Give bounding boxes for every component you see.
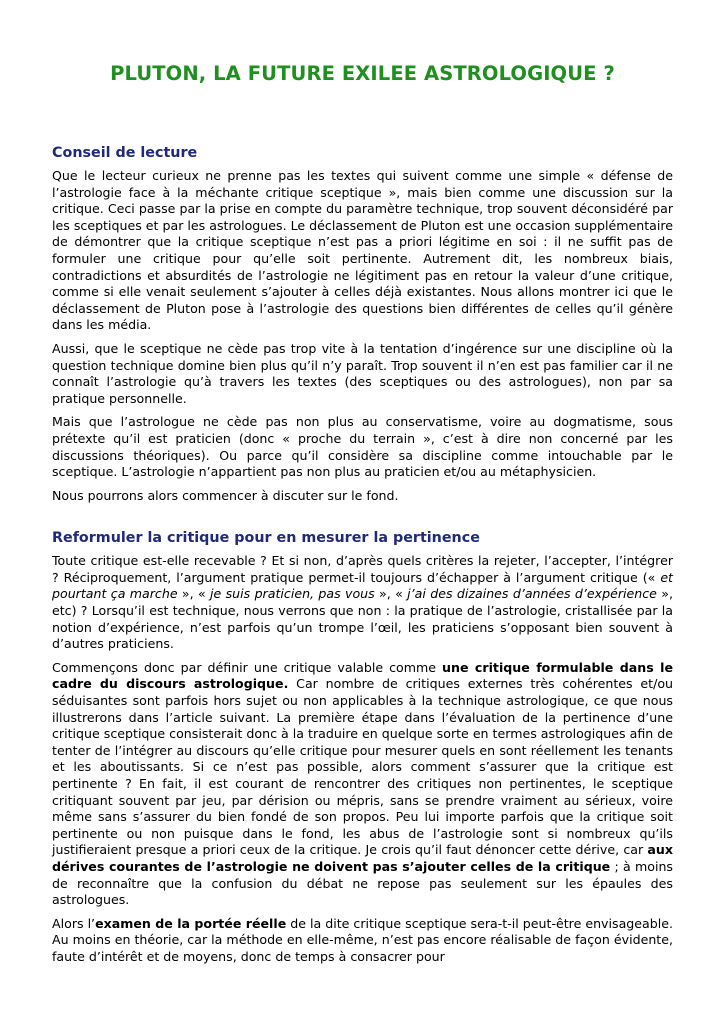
text-run: de la dite critique sceptique sera-t-il peut-être envisageable. Au moins en théorie, car la méthode en elle-même, n’est pas encore réalisable de façon évidente, faute d’intérêt et de moyens, donc de temps à consacrer pour xyxy=(52,915,673,964)
paragraph: Mais que l’astrologue ne cède pas non plus au conservatisme, voire au dogmatisme, sous prétexte qu’il est praticien (donc « proche du terrain », c’est à dire non concerné par les discussions théoriques). Ou parce qu’il considère sa discipline comme intouchable par le sceptique. L’astrologie n’appartient pas non plus au praticien et/ou au métaphysicien. xyxy=(52,414,673,480)
paragraph xyxy=(52,660,673,909)
italic-quote: et pourtant ça marche xyxy=(52,569,673,602)
section-heading-conseil: Conseil de lecture xyxy=(52,145,198,161)
document-title: PLUTON, LA FUTURE EXILEE ASTROLOGIQUE ? xyxy=(110,62,615,85)
text-run: Toute critique est-elle recevable ? Et si non, d’après quels critères la rejeter, l’accepter, l’intégrer ? Réciproquement, l’argument pratique permet-il toujours d’échapper à l’argument critique (« xyxy=(52,553,673,585)
bold-emphasis: une critique formulable dans le cadre du discours astrologique. xyxy=(52,659,673,692)
paragraph: Que le lecteur curieux ne prenne pas les textes qui suivent comme une simple « défense de l’astrologie face à la méchante critique sceptique », mais bien comme une discussion sur la critique. Ceci passe par la prise en compte du paramètre technique, trop souvent déconsidéré par les sceptiques et par les astrologues. Le déclassement de Pluton est une occasion supplémentaire de démontrer que la critique sceptique n’est pas a priori légitime en soi : il ne suffit pas de formuler une critique pour qu’elle soit pertinente. Autrement dit, les nombreux biais, contradictions et absurdités de l’astrologie ne légitiment pas en retour la valeur d’une critique, comme si elle venait seulement s’ajouter à celles déjà existantes. Nous allons montrer ici que le déclassement de Pluton pose à l’astrologie des questions bien différentes de celles qu’il génère dans les média. xyxy=(52,168,673,333)
paragraph xyxy=(52,916,673,966)
text-run: ; à moins de reconnaître que la confusion du débat ne repose pas seulement sur les épaules des astrologues. xyxy=(52,858,673,908)
text-run: », « xyxy=(374,586,408,602)
italic-quote: j’ai des dizaines d’années d’expérience xyxy=(407,586,657,602)
bold-emphasis: aux dérives courantes de l’astrologie ne doivent pas s’ajouter celles de la critique xyxy=(52,842,673,874)
text-run: Alors l’ xyxy=(52,915,96,931)
text-run: Commençons donc par définir une critique valable comme xyxy=(52,659,443,675)
paragraph: Nous pourrons alors commencer à discuter sur le fond. xyxy=(52,487,399,503)
text-run: », « xyxy=(177,586,211,602)
bold-emphasis: examen de la portée réelle xyxy=(95,915,287,931)
section-heading-reformuler: Reformuler la critique pour en mesurer la pertinence xyxy=(52,530,480,547)
text-run: », etc) ? Lorsqu’il est technique, nous verrons que non : la pratique de l’astrologie, cristallisée par la notion d’expérience, n’est parfois qu’un trompe l’œil, les praticiens s’opposant bien souvent à d’autres praticiens. xyxy=(52,586,673,652)
paragraph xyxy=(52,553,673,653)
text-run: Car nombre de critiques externes très cohérentes et/ou séduisantes sont parfois hors sujet ou non applicables à la technique astrologique, ce que nous illustrerons dans l’article suivant. La première étape dans l’évaluation de la pertinence d’une critique sceptique consisterait donc à la traduire en quelque sorte en termes astrologiques afin de tenter de l’intégrer au discours qu’elle critique pour mesurer quels en sont réellement les tenants et les aboutissants. Si ce n’est pas possible, alors comment s’assurer que la critique est pertinente ? En fait, il est courant de rencontrer des critiques non pertinentes, le sceptique critiquant souvent par jeu, par dérision ou mépris, sans se prendre vraiment au sérieux, voire même sans s’assurer du bien fondé de son propos. Peu lui importe parfois que la critique soit pertinente ou non puisque dans le fond, les abus de l’astrologie sont si nombreux qu’ils justifieraient presque a priori ceux de la critique. Je crois qu’il faut dénoncer cette dérive, car xyxy=(52,676,674,858)
paragraph: Aussi, que le sceptique ne cède pas trop vite à la tentation d’ingérence sur une discipline où la question technique domine bien plus qu’il n’y paraît. Trop souvent il n’en est pas familier car il ne connaît l’astrologie qu’à travers les textes (des sceptiques ou des astrologues), non par sa pratique personnelle. xyxy=(52,340,673,406)
italic-quote: je suis praticien, pas vous xyxy=(210,586,375,602)
